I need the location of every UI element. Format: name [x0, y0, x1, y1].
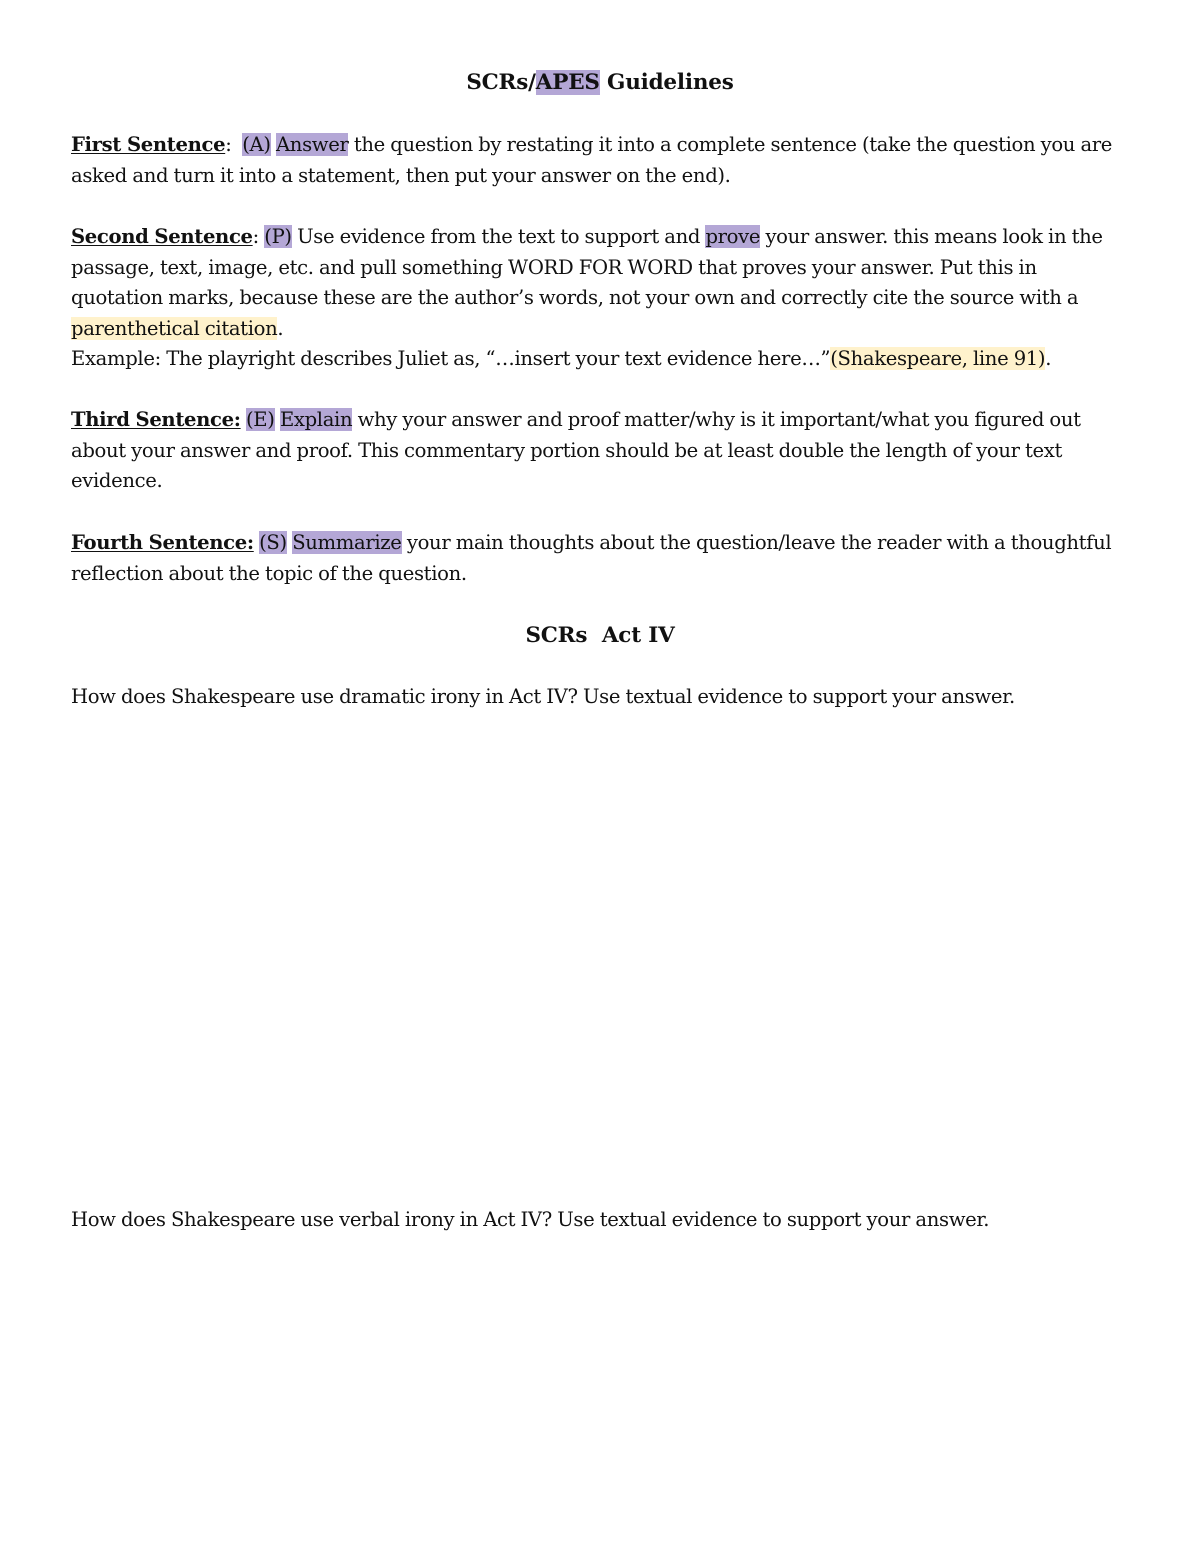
- guidelines-title: [0, 68, 1200, 98]
- third-sentence-label: Third Sentence:: [71, 408, 241, 431]
- example-text: Example: The playright describes Juliet as, “…insert your text evidence here…”: [71, 347, 831, 371]
- title-highlight: APES: [535, 70, 600, 95]
- second-sentence-paragraph: [71, 222, 1131, 375]
- fourth-sentence-paragraph: [71, 528, 1131, 589]
- third-sentence-paragraph: [71, 405, 1131, 497]
- fourth-text: your main thoughts about the question/leave the reader with a thoughtful reflection about the topic of the question.: [71, 531, 1112, 585]
- second-separator: :: [252, 225, 265, 248]
- first-code: (A): [242, 133, 271, 156]
- second-code: (P): [264, 225, 292, 248]
- first-sentence-paragraph: [71, 130, 1131, 191]
- second-text-2: your answer. this means look in the passage, text, image, etc. and pull something WORD FOR WORD that proves your answer. Put this in quotation marks, because these are the author’s words, not your own and correctly cite the source with a: [71, 225, 1103, 310]
- second-text-1: Use evidence from the text to support and: [291, 225, 706, 248]
- example-citation: (Shakespeare, line 91): [830, 347, 1046, 371]
- fourth-sentence-label: Fourth Sentence:: [71, 531, 254, 554]
- title-suffix: Guidelines: [599, 70, 734, 95]
- question-2: How does Shakespeare use verbal irony in Act IV? Use textual evidence to support your answer.: [71, 1208, 990, 1231]
- third-keyword: Explain: [279, 408, 353, 431]
- example-end: .: [1045, 347, 1052, 371]
- third-code: (E): [246, 408, 275, 431]
- first-keyword: Answer: [276, 133, 349, 156]
- first-separator: :: [225, 133, 243, 156]
- fourth-keyword: Summarize: [292, 531, 402, 554]
- title-prefix: SCRs/: [466, 70, 536, 95]
- second-keyword: prove: [705, 225, 761, 248]
- citation-term: parenthetical citation: [71, 316, 278, 340]
- first-sentence-label: First Sentence: [71, 133, 226, 156]
- first-text: the question by restating it into a complete sentence (take the question you are asked and turn it into a statement, then put your answer on the end).: [71, 133, 1113, 187]
- second-text-3: .: [277, 316, 284, 340]
- act-title: SCRs Act IV: [525, 623, 675, 648]
- third-text: why your answer and proof matter/why is it important/what you figured out about your answer and proof. This commentary portion should be at least double the length of your text evidence.: [71, 408, 1081, 493]
- second-sentence-label: Second Sentence: [71, 225, 253, 248]
- question-1: How does Shakespeare use dramatic irony in Act IV? Use textual evidence to support your answer.: [71, 685, 1015, 708]
- fourth-code: (S): [259, 531, 287, 554]
